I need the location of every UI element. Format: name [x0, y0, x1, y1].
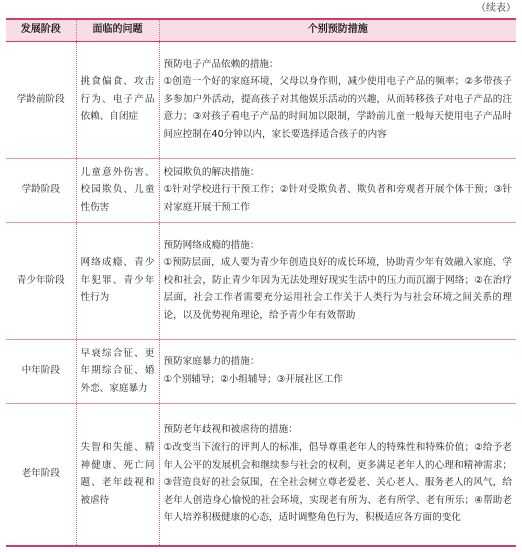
- measure-cell: [159, 222, 516, 339]
- measure-cell: [159, 403, 516, 546]
- table-row: [6, 158, 516, 222]
- header-measure: 个别预防措施: [159, 19, 516, 41]
- stage-cell: 中年阶段: [21, 365, 60, 377]
- measure-title: 预防电子产品依赖的措施：: [163, 58, 279, 70]
- measure-body: ①针对学校进行干预工作；②针对受欺负者、欺负者和旁观者开展个体干预；③针对家庭开展干预工作: [163, 184, 512, 213]
- problem-cell: 儿童意外伤害、校园欺负、儿童性伤害: [76, 158, 159, 222]
- problem-cell: 网络成瘾、青少年犯罪、青少年性行为: [76, 222, 159, 339]
- table-row: [6, 222, 516, 339]
- table-header-row: [6, 19, 516, 41]
- header-stage: 发展阶段: [6, 19, 76, 41]
- stage-cell: 学龄前阶段: [16, 93, 65, 105]
- problem-cell: 挑食偏食、攻击行为、电子产品依赖、自闭症: [76, 41, 159, 158]
- problem-cell: 失智和失能、精神健康、死亡问题、老年歧视和被虐待: [76, 403, 159, 546]
- stage-cell: 青少年阶段: [16, 274, 65, 286]
- stage-cell: 学龄阶段: [21, 184, 60, 196]
- header-problem: 面临的问题: [76, 19, 159, 41]
- measure-title: 校园欺负的解决措施：: [163, 166, 260, 178]
- prevention-table: [6, 18, 516, 547]
- table-row: [6, 403, 516, 546]
- measure-cell: [159, 339, 516, 403]
- continued-label: （续表）: [476, 3, 516, 14]
- measure-body: ①预防层面，成人要为青少年创造良好的成长环境，协助青少年有效融入家庭、学校和社会，防止青少年因为无法处理好现实生活中的压力而沉溺于网络；②在治疗层面，社会工作者需要充分运用社会工作关于人类行为与社会环境之间关系的理论，以及优势视角理论，给予青少年有效帮助: [163, 257, 512, 321]
- measure-cell: [159, 158, 516, 222]
- table-row: [6, 41, 516, 158]
- measure-title: 预防家庭暴力的措施：: [163, 356, 260, 368]
- measure-title: 预防老年歧视和被虐待的措施：: [163, 424, 298, 436]
- table-row: [6, 339, 516, 403]
- measure-body: ①创造一个好的家庭环境，父母以身作则，减少使用电子产品的频率；②多带孩子多参加户外活动，提高孩子对其他娱乐活动的兴趣，从而转移孩子对电子产品的注意力；③对孩子看电子产品的时间加以限制，学龄前儿童一般每天使用电子产品时间应控制在40分钟以内，家长要选择适合孩子的内容: [163, 76, 512, 140]
- measure-body: ①个别辅导；②小组辅导；③开展社区工作: [163, 374, 343, 385]
- measure-body: ①改变当下流行的评判人的标准，倡导尊重老年人的特殊性和特殊价值；②给予老年人公平的发展机会和继续参与社会的权利，更多满足老年人的心理和精神需求；③营造良好的社会氛围，在全社会树立尊老爱老、关心老人、服务老人的风气，给老年人创造身心愉悦的社会环境，实现老有所为、老有所学、老有所乐；④帮助老年人培养积极健康的心态，适时调整角色行为，积极适应各方面的变化: [163, 442, 512, 524]
- measure-cell: [159, 41, 516, 158]
- stage-cell: 老年阶段: [21, 468, 60, 480]
- problem-cell: 早衰综合征、更年期综合征、婚外恋、家庭暴力: [76, 339, 159, 403]
- measure-title: 预防网络成瘾的措施：: [163, 239, 260, 251]
